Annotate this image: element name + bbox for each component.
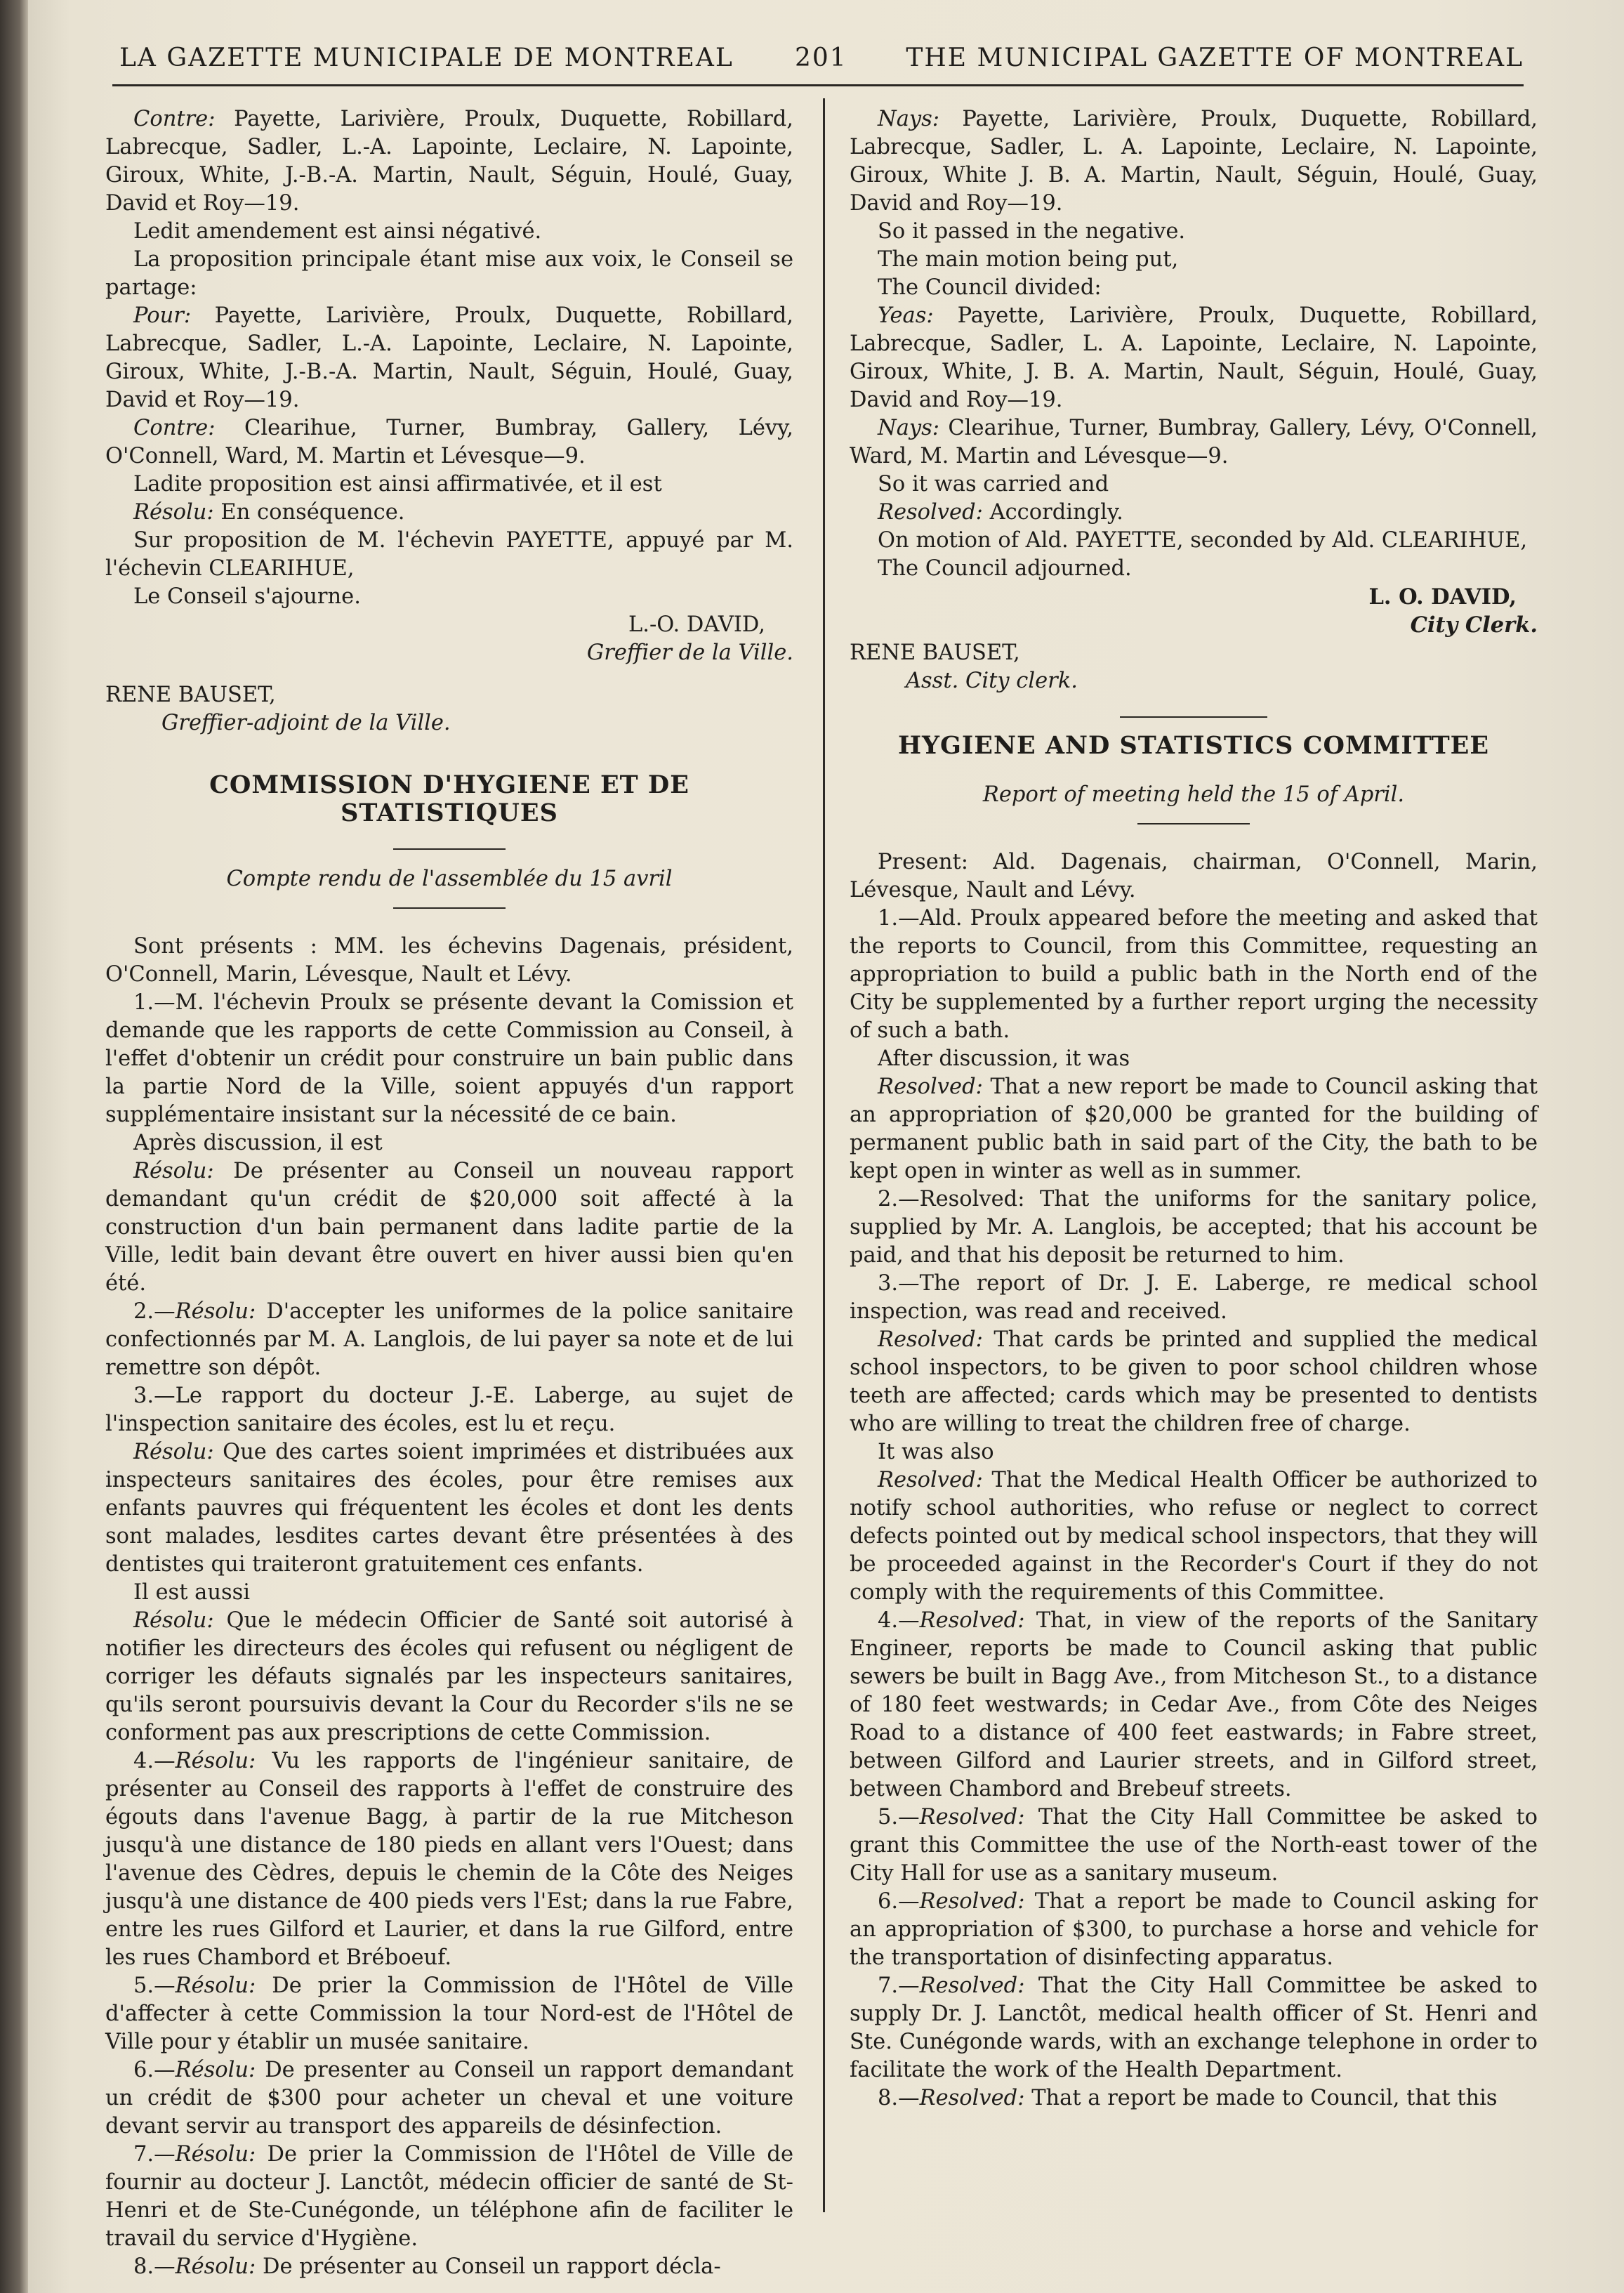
- paragraph: La proposition principale étant mise aux voix, le Conseil se partage:: [105, 247, 793, 300]
- paragraph: Ledit amendement est ainsi négativé.: [133, 219, 542, 244]
- paragraph: The main motion being put,: [878, 247, 1179, 272]
- paragraph: 2.—Résolu: D'accepter les uniformes de la police sanitaire confectionnés par M. A. Langlois, de lui payer sa note et de lui remettre son dépôt.: [105, 1299, 793, 1380]
- paragraph: 3.—The report of Dr. J. E. Laberge, re medical school inspection, was read and received.: [850, 1271, 1538, 1324]
- paragraph: 1.—Ald. Proulx appeared before the meeting and asked that the reports to Council, from this Committee, requesting an appropriation to build a public bath in the North end of the City be supplemented by a further report urging the necessity of such a bath.: [850, 906, 1538, 1043]
- header-title-french: LA GAZETTE MUNICIPALE DE MONTREAL: [119, 44, 734, 72]
- signature-name: L. O. DAVID,: [1368, 584, 1517, 610]
- section-heading: HYGIENE AND STATISTICS COMMITTEE: [897, 731, 1489, 760]
- paragraph: Résolu: De présenter au Conseil un nouveau rapport demandant qu'un crédit de $20,000 soit affecté à la construction d'un bain permanent dans ladite partie de la Ville, ledit bain devant être ouvert en hiver aussi bien qu'en été.: [105, 1159, 793, 1296]
- paragraph: Resolved: That a new report be made to Council asking that an appropriation of $20,000 be granted for the building of permanent public bath in said part of the City, the bath to be kept open in winter as well as in summer.: [850, 1075, 1538, 1183]
- short-rule: [393, 848, 506, 850]
- paragraph: 3.—Le rapport du docteur J.-E. Laberge, au sujet de l'inspection sanitaire des écoles, est lu et reçu.: [105, 1384, 793, 1436]
- paragraph: Nays: Payette, Larivière, Proulx, Duquette, Robillard, Labrecque, Sadler, L. A. Lapointe, Leclaire, N. Lapointe, Giroux, White J. B. A. Martin, Nault, Séguin, Houlé, Guay, David and Roy—19.: [850, 107, 1538, 216]
- paragraph: So it passed in the negative.: [878, 219, 1186, 244]
- assistant-name: RENE BAUSET,: [105, 683, 276, 707]
- signature-name: L.-O. DAVID,: [628, 612, 765, 637]
- paragraph: Yeas: Payette, Larivière, Proulx, Duquette, Robillard, Labrecque, Sadler, L. A. Lapointe, Leclaire, N. Lapointe, Giroux, White, J. B. A. Martin, Nault, Séguin, Houlé, Guay, David and Roy—19.: [850, 303, 1538, 412]
- paragraph: Après discussion, il est: [133, 1131, 383, 1155]
- paragraph: 6.—Resolved: That a report be made to Council asking for an appropriation of $300, to purchase a horse and vehicle for the transportation of disinfecting apparatus.: [850, 1889, 1538, 1970]
- paragraph: Resolved: Accordingly.: [878, 500, 1123, 525]
- section-subheading: Compte rendu de l'assemblée du 15 avril: [226, 867, 673, 891]
- assistant-title: Asst. City clerk.: [906, 669, 1078, 693]
- paragraph: Present: Ald. Dagenais, chairman, O'Connell, Marin, Lévesque, Nault and Lévy.: [850, 850, 1538, 902]
- paragraph: 6.—Résolu: De presenter au Conseil un rapport demandant un crédit de $300 pour acheter un cheval et une voiture devant servir au transport des appareils de désinfection.: [105, 2058, 793, 2138]
- paragraph: 2.—Resolved: That the uniforms for the sanitary police, supplied by Mr. A. Langlois, be accepted; that his account be paid, and that his deposit be returned to him.: [850, 1187, 1538, 1268]
- paragraph: Resolved: That the Medical Health Officer be authorized to notify school authorities, who refuse or neglect to correct defects pointed out by medical school inspectors, that they will be proceeded against in the Recorder's Court if they do not comply with the requirements of this Committee.: [850, 1468, 1538, 1605]
- paragraph: Il est aussi: [133, 1580, 251, 1605]
- header-title-english: THE MUNICIPAL GAZETTE OF MONTREAL: [906, 44, 1524, 72]
- column-divider: [823, 98, 825, 2212]
- section-subheading: Report of meeting held the 15 of April.: [982, 782, 1405, 807]
- paragraph: 1.—M. l'échevin Proulx se présente devant la Comission et demande que les rapports de cette Commission au Conseil, à l'effet d'obtenir un crédit pour construire un bain public dans la partie Nord de la Ville, soient appuyés d'un rapport supplémentaire insistant sur la nécessité de ce bain.: [105, 990, 793, 1127]
- paragraph: Resolved: That cards be printed and supplied the medical school inspectors, to be given to poor school children whose teeth are affected; cards which may be presented to dentists who are willing to treat the children free of charge.: [850, 1327, 1538, 1436]
- paragraph: 7.—Resolved: That the City Hall Committee be asked to supply Dr. J. Lanctôt, medical health officer of St. Henri and Ste. Cunégonde wards, with an exchange telephone in order to facilitate the work of the Health Department.: [850, 1973, 1538, 2082]
- paragraph: So it was carried and: [878, 472, 1109, 497]
- paragraph: Sont présents : MM. les échevins Dagenais, président, O'Connell, Marin, Lévesque, Nault et Lévy.: [105, 934, 793, 987]
- paragraph: The Council divided:: [878, 275, 1102, 300]
- book-binding: [0, 0, 28, 2293]
- french-column: [105, 105, 793, 2281]
- header-rule: [112, 84, 1524, 86]
- page-number: 201: [795, 44, 847, 72]
- paragraph: Résolu: En conséquence.: [133, 500, 405, 525]
- paragraph: Nays: Clearihue, Turner, Bumbray, Gallery, Lévy, O'Connell, Ward, M. Martin and Lévesque—9.: [850, 416, 1538, 468]
- paragraph: 8.—Resolved: That a report be made to Council, that this: [878, 2086, 1498, 2110]
- paragraph: After discussion, it was: [878, 1046, 1130, 1071]
- paragraph: Pour: Payette, Larivière, Proulx, Duquette, Robillard, Labrecque, Sadler, L.-A. Lapointe, Leclaire, N. Lapointe, Giroux, White, J.-B.-A. Martin, Nault, Séguin, Houlé, Guay, David et Roy—19.: [105, 303, 793, 412]
- section-heading: COMMISSION D'HYGIENE ET DE STATISTIQUES: [209, 770, 689, 827]
- page-header: [119, 44, 1524, 86]
- signature-title: City Clerk.: [1410, 612, 1538, 638]
- paragraph: 5.—Résolu: De prier la Commission de l'Hôtel de Ville d'affecter à cette Commission la tour Nord-est de l'Hôtel de Ville pour y établir un musée sanitaire.: [105, 1973, 793, 2054]
- paragraph: Contre: Clearihue, Turner, Bumbray, Gallery, Lévy, O'Connell, Ward, M. Martin et Lévesque—9.: [105, 416, 793, 468]
- paragraph: On motion of Ald. PAYETTE, seconded by Ald. CLEARIHUE,: [878, 528, 1528, 553]
- short-rule: [1137, 823, 1250, 824]
- paragraph: 8.—Résolu: De présenter au Conseil un rapport décla-: [133, 2254, 721, 2279]
- paragraph: Sur proposition de M. l'échevin PAYETTE, appuyé par M. l'échevin CLEARIHUE,: [105, 528, 793, 581]
- assistant-name: RENE BAUSET,: [850, 640, 1020, 665]
- section-rule: [1120, 716, 1267, 718]
- paragraph: The Council adjourned.: [878, 556, 1132, 581]
- paragraph: 4.—Résolu: Vu les rapports de l'ingénieur sanitaire, de présenter au Conseil des rapports à l'effet de construire des égouts dans l'avenue Bagg, à partir de la rue Mitcheson jusqu'à une distance de 180 pieds en allant vers l'Ouest; dans l'avenue des Cèdres, depuis le chemin de la Côte des Neiges jusqu'à une distance de 400 pieds vers l'Est; dans la rue Fabre, entre les rues Gilford et Laurier, et dans la rue Gilford, entre les rues Chambord et Bréboeuf.: [105, 1749, 793, 1970]
- assistant-title: Greffier-adjoint de la Ville.: [161, 711, 451, 735]
- english-column: [850, 105, 1538, 2113]
- short-rule: [393, 907, 506, 909]
- paragraph: Contre: Payette, Larivière, Proulx, Duquette, Robillard, Labrecque, Sadler, L.-A. Lapointe, Leclaire, N. Lapointe, Giroux, White, J.-B.-A. Martin, Nault, Séguin, Houlé, Guay, David et Roy—19.: [105, 107, 793, 216]
- paragraph: It was also: [878, 1440, 994, 1464]
- paragraph: Résolu: Que le médecin Officier de Santé soit autorisé à notifier les directeurs des écoles qui refusent ou négligent de corriger les défauts signalés par les inspecteurs sanitaires, qu'ils seront poursuivis devant la Cour du Recorder s'ils ne se conforment pas aux prescriptions de cette Commission.: [105, 1608, 793, 1745]
- signature-title: Greffier de la Ville.: [586, 640, 793, 665]
- paragraph: 7.—Résolu: De prier la Commission de l'Hôtel de Ville de fournir au docteur J. Lanctôt, médecin officier de santé de St-Henri et de Ste-Cunégonde, un téléphone afin de faciliter le travail du service d'Hygiène.: [105, 2142, 793, 2251]
- paragraph: Résolu: Que des cartes soient imprimées et distribuées aux inspecteurs sanitaires des écoles, pour être remises aux enfants pauvres qui fréquentent les écoles et dont les dents sont malades, lesdites cartes devant être présentées à des dentistes qui traiteront gratuitement ces enfants.: [105, 1440, 793, 1577]
- paragraph: Le Conseil s'ajourne.: [133, 584, 361, 609]
- paragraph: Ladite proposition est ainsi affirmativée, et il est: [133, 472, 662, 497]
- paragraph: 5.—Resolved: That the City Hall Committee be asked to grant this Committee the use of the North-east tower of the City Hall for use as a sanitary museum.: [850, 1805, 1538, 1886]
- paragraph: 4.—Resolved: That, in view of the reports of the Sanitary Engineer, reports be made to Council asking that public sewers be built in Bagg Ave., from Mitcheson St., to a distance of 180 feet westwards; in Cedar Ave., from Côte des Neiges Road to a distance of 400 feet eastwards; in Fabre street, between Gilford and Laurier streets, and in Gilford street, between Chambord and Brebeuf streets.: [850, 1608, 1538, 1801]
